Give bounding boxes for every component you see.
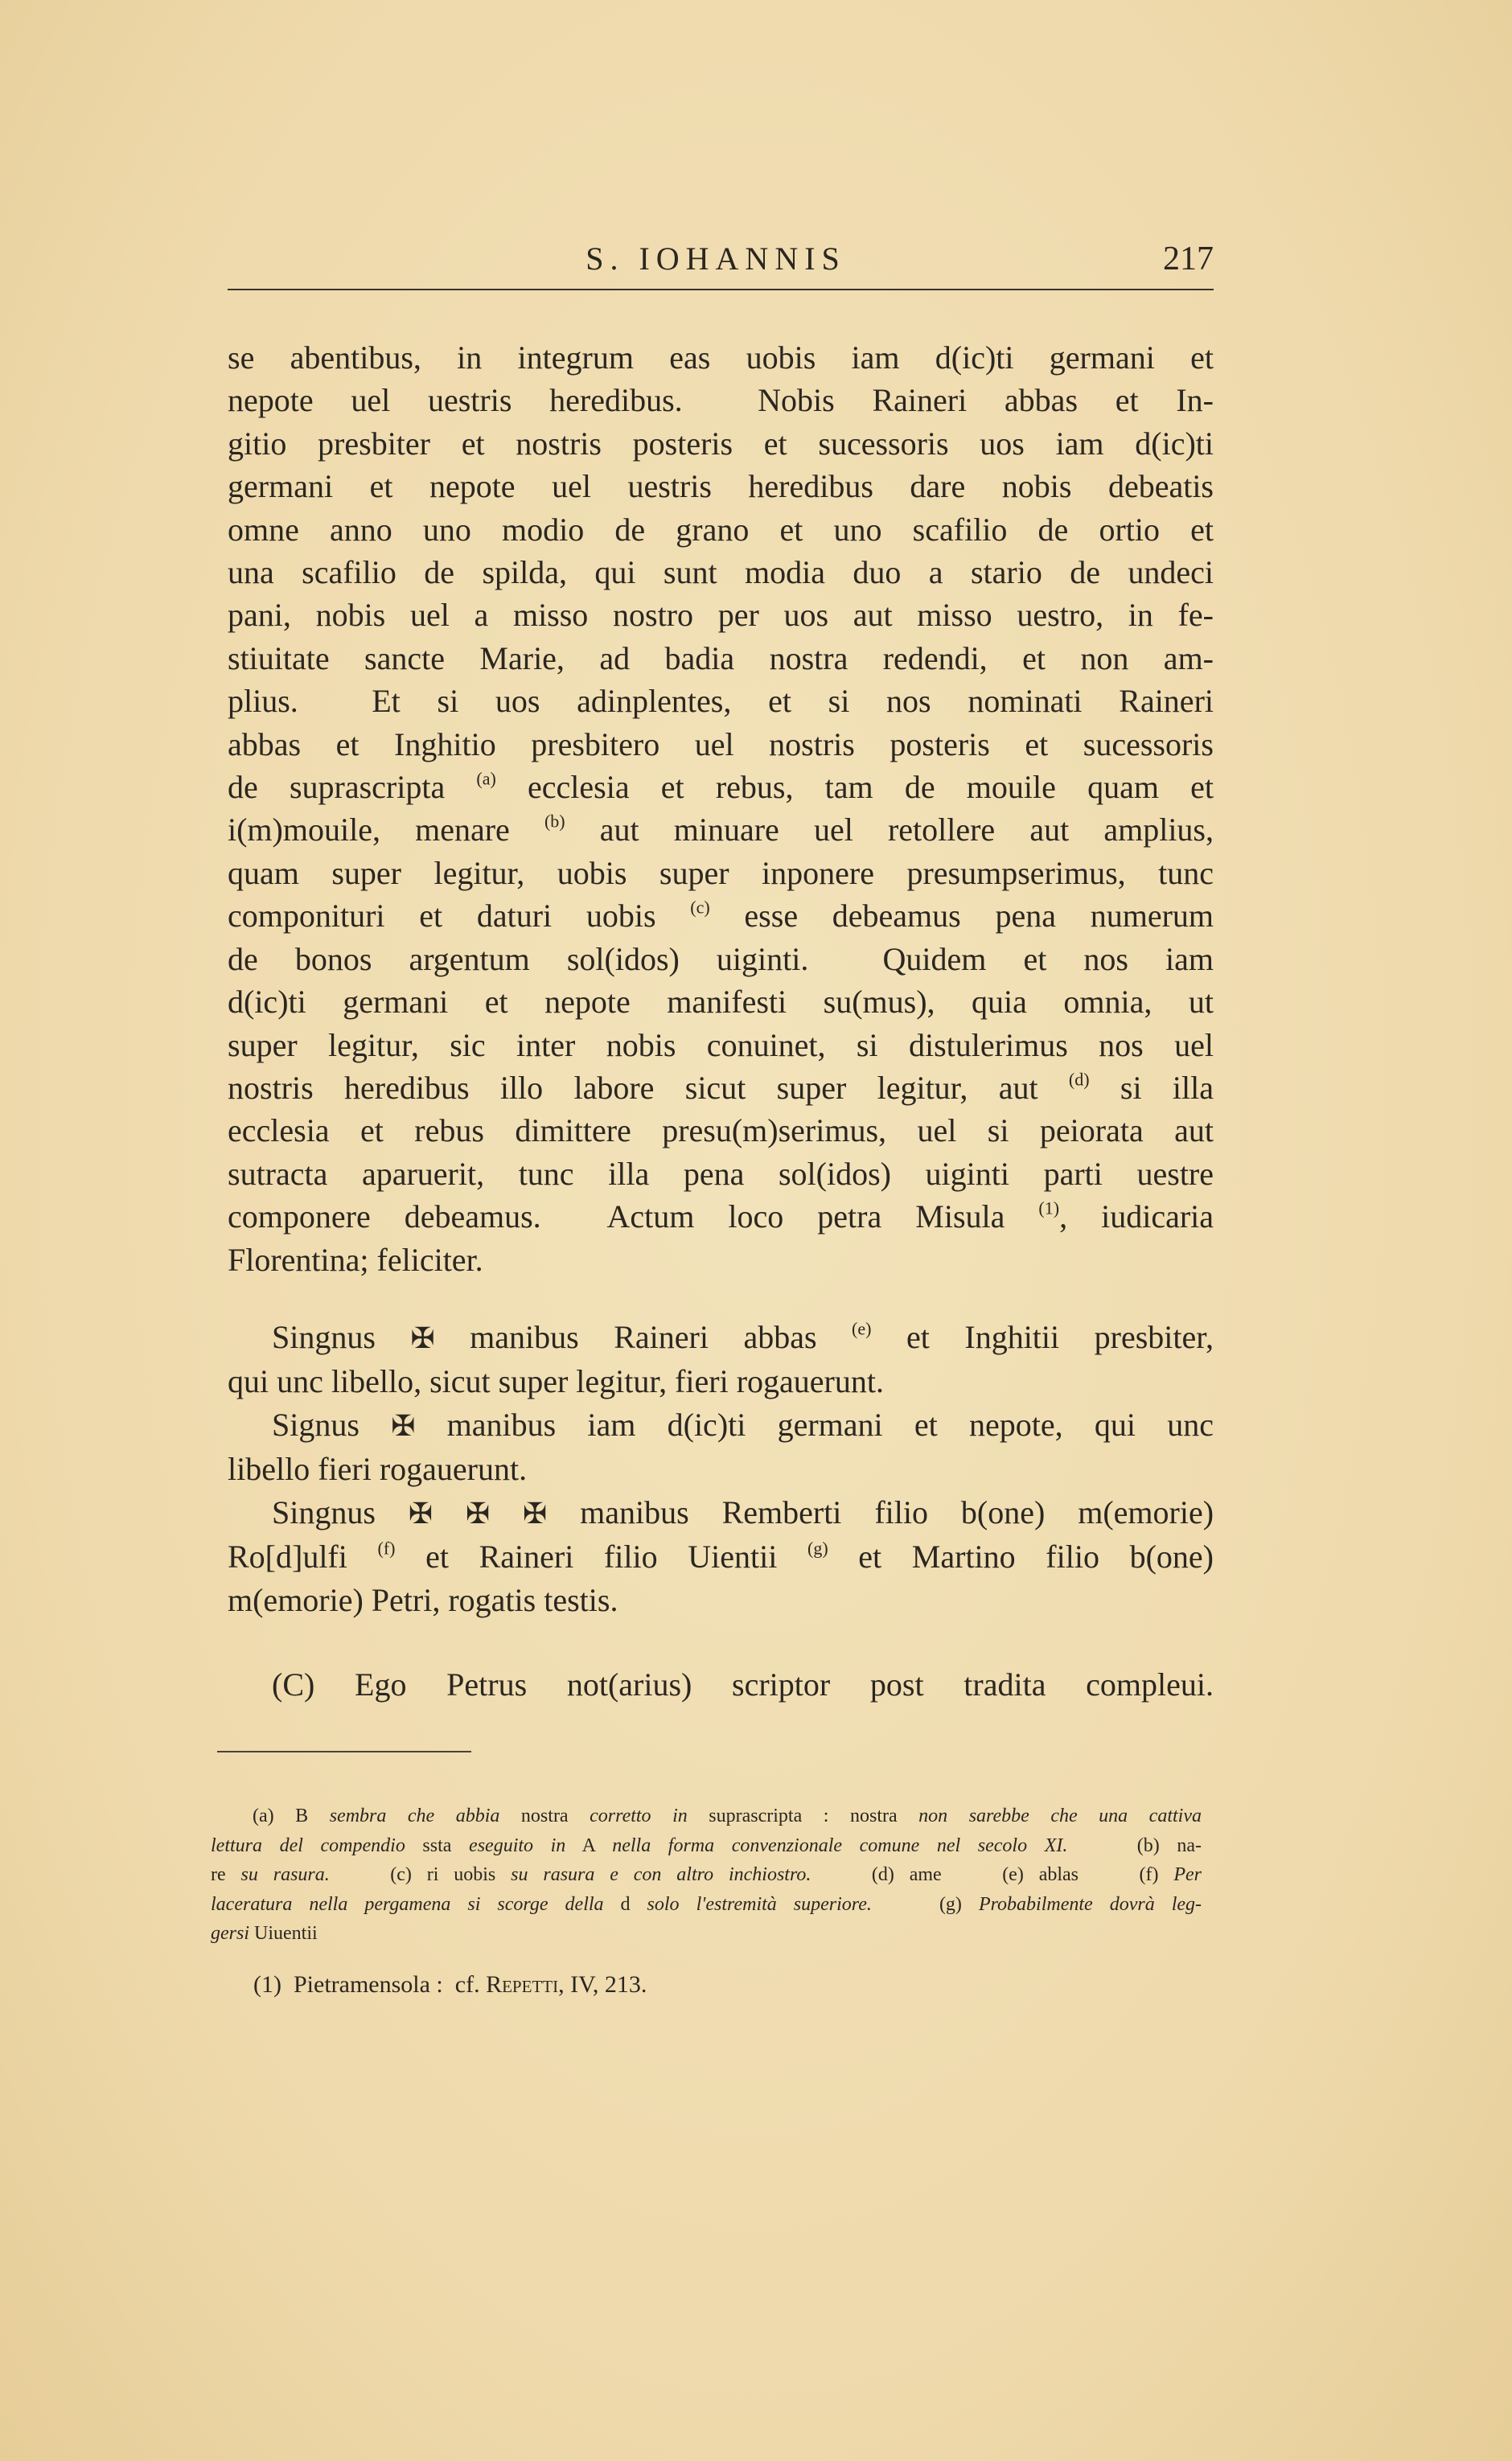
- text-run: (C) Ego Petrus not(arius) scriptor post tradita compleui.: [272, 1666, 1214, 1703]
- signatures-line: [228, 1535, 1214, 1579]
- italic-text: nella forma convenzionale comune nel secolo XI.: [612, 1834, 1068, 1856]
- signatures-line: [228, 1316, 1214, 1360]
- text-run: ecclesia et rebus dimittere presu(m)serimus, uel si peiorata aut: [228, 1112, 1214, 1149]
- text-run: manibus Raineri abbas: [434, 1319, 853, 1355]
- text-run: esse debeamus pena numerum: [709, 898, 1214, 935]
- text-run: componere debeamus. Actum loco petra Misula: [228, 1198, 1039, 1235]
- body-line: [228, 1109, 1214, 1152]
- text-run: (d) ame (e) ablas (f): [811, 1864, 1174, 1885]
- note-place: Pietramensola :: [293, 1971, 443, 1998]
- text-run: pani, nobis uel a misso nostro per uos aut misso uestro, in fe-: [228, 597, 1214, 634]
- text-run: se abentibus, in integrum eas uobis iam d(ic)ti germani et: [228, 339, 1214, 376]
- closing-line: [228, 1663, 1214, 1707]
- footnotes-line: [211, 1831, 1202, 1861]
- italic-text: gersi: [211, 1923, 249, 1944]
- text-run: de bonos argentum sol(idos) uiginti. Quidem et nos iam: [228, 940, 1214, 977]
- note-author: Repetti: [486, 1971, 559, 1998]
- text-run: et Raineri filio Uientii: [395, 1539, 808, 1575]
- body-line: [228, 1024, 1214, 1066]
- body-line: [228, 465, 1214, 507]
- body-line: [228, 852, 1214, 894]
- note-ref-prefix: cf.: [454, 1971, 480, 1998]
- running-head-title: S. IOHANNIS: [585, 240, 846, 277]
- italic-text: lettura del compendio: [211, 1834, 405, 1856]
- text-run: qui unc libello, sicut super legitur, fieri rogauerunt.: [228, 1363, 884, 1399]
- text-run: (c) ri uobis: [329, 1864, 512, 1885]
- footnote-marker: (e): [852, 1318, 872, 1339]
- text-run: gitio presbiter et nostris posteris et sucessoris uos iam d(ic)ti: [228, 425, 1214, 462]
- text-run: Uiuentii: [249, 1923, 318, 1944]
- body-line: [228, 1195, 1214, 1238]
- footnote-rule: [217, 1751, 471, 1752]
- text-run: m(emorie) Petri, rogatis testis.: [228, 1582, 618, 1618]
- body-line: [228, 1152, 1214, 1195]
- text-run: Ro[d]ulfi: [228, 1539, 378, 1575]
- body-line: [228, 1066, 1214, 1109]
- italic-text: sembra che abbia: [329, 1806, 500, 1826]
- text-run: , iudicaria: [1059, 1198, 1214, 1235]
- italic-text: non sarebbe che una cattiva: [918, 1806, 1202, 1826]
- signatures-line: [228, 1403, 1214, 1448]
- text-run: et Inghitii presbiter,: [871, 1319, 1214, 1355]
- italic-text: Per: [1173, 1864, 1202, 1885]
- body-line: [228, 637, 1214, 680]
- footnotes-line: [211, 1890, 1202, 1920]
- italic-text: solo l'estremità superiore.: [647, 1893, 872, 1915]
- body-line: [228, 551, 1214, 594]
- text-run: Signus: [272, 1407, 392, 1443]
- note-number: (1): [253, 1971, 281, 1998]
- text-run: nostra: [499, 1806, 590, 1826]
- signatures-line: [228, 1360, 1214, 1403]
- page-number: 217: [1163, 240, 1214, 277]
- notary-subscription: [228, 1663, 1214, 1707]
- footnote-marker: (1): [1038, 1198, 1060, 1218]
- header-rule: [228, 289, 1214, 290]
- text-run: sutracta aparuerit, tunc illa pena sol(idos) uiginti parti uestre: [228, 1155, 1214, 1192]
- text-run: plius. Et si uos adinplentes, et si nos nominati Raineri: [228, 683, 1214, 720]
- body-line: [228, 336, 1214, 379]
- italic-text: corretto in: [590, 1806, 688, 1826]
- body-line: [228, 508, 1214, 551]
- footnote-marker: (g): [807, 1538, 828, 1559]
- signatures-line: [228, 1579, 1214, 1622]
- text-run: omne anno uno modio de grano et uno scafilio de ortio et: [228, 511, 1214, 548]
- text-run: ssta: [405, 1834, 470, 1856]
- cross-sign-icon: ✠: [391, 1410, 416, 1442]
- footnote-marker: (b): [544, 811, 565, 832]
- footnote-marker: (f): [377, 1538, 396, 1559]
- text-run: si illa: [1089, 1069, 1214, 1106]
- body-line: [228, 1239, 1214, 1281]
- text-run: nepote uel uestris heredibus. Nobis Raineri abbas et In-: [228, 382, 1214, 419]
- text-run: quam super legitur, uobis super inponere presumpserimus, tunc: [228, 854, 1214, 891]
- note-ref-suffix: , IV, 213.: [558, 1971, 647, 1998]
- text-run: (g): [871, 1893, 979, 1915]
- text-run: aut minuare uel retollere aut amplius,: [565, 811, 1214, 848]
- signatures-line: [228, 1448, 1214, 1491]
- footnotes-line: [211, 1860, 1202, 1890]
- text-run: Singnus: [272, 1319, 411, 1355]
- italic-text: su rasura.: [240, 1864, 330, 1885]
- text-run: [433, 1494, 466, 1530]
- text-run: manibus iam d(ic)ti germani et nepote, qui unc: [415, 1407, 1214, 1443]
- text-run: re: [211, 1864, 241, 1885]
- text-run: d: [603, 1893, 647, 1915]
- text-run: stiuitate sancte Marie, ad badia nostra redendi, et non am-: [228, 639, 1214, 676]
- text-run: A: [565, 1834, 613, 1856]
- critical-apparatus: [211, 1802, 1202, 1949]
- historical-note: [253, 1969, 977, 2001]
- text-run: nostris heredibus illo labore sicut super legitur, aut: [228, 1069, 1069, 1106]
- text-run: d(ic)ti germani et nepote manifesti su(mus), quia omnia, ut: [228, 984, 1214, 1021]
- charter-text: [228, 336, 1214, 1281]
- text-run: de suprascripta: [228, 769, 477, 806]
- text-run: componituri et daturi uobis: [228, 898, 691, 935]
- text-run: [490, 1494, 523, 1530]
- cross-sign-icon: ✠: [523, 1498, 548, 1530]
- body-line: [228, 379, 1214, 421]
- text-run: (a) B: [253, 1806, 330, 1826]
- body-line: [228, 422, 1214, 465]
- body-line: [228, 594, 1214, 636]
- italic-text: Probabilmente dovrà leg-: [978, 1893, 1202, 1915]
- footnote-marker: (c): [690, 897, 710, 918]
- footnote-marker: (a): [476, 768, 496, 789]
- cross-sign-icon: ✠: [410, 1322, 435, 1354]
- text-run: una scafilio de spilda, qui sunt modia duo a stario de undeci: [228, 554, 1214, 591]
- cross-sign-icon: ✠: [465, 1498, 491, 1530]
- body-line: [228, 980, 1214, 1023]
- text-run: germani et nepote uel uestris heredibus dare nobis debeatis: [228, 468, 1214, 505]
- italic-text: laceratura nella pergamena si scorge della: [211, 1893, 604, 1915]
- text-run: super legitur, sic inter nobis conuinet, si distulerimus nos uel: [228, 1026, 1214, 1063]
- body-line: [228, 808, 1214, 851]
- footnote-marker: (d): [1068, 1069, 1090, 1090]
- signatures-line: [228, 1491, 1214, 1535]
- text-run: libello fieri rogauerunt.: [228, 1451, 528, 1487]
- italic-text: su rasura e con altro inchiostro.: [511, 1864, 811, 1885]
- body-line: [228, 766, 1214, 808]
- italic-text: eseguito in: [469, 1834, 566, 1856]
- text-run: et Martino filio b(one): [828, 1539, 1214, 1575]
- text-run: (b) na-: [1067, 1834, 1202, 1856]
- text-run: i(m)mouile, menare: [228, 811, 544, 848]
- text-run: ecclesia et rebus, tam de mouile quam et: [495, 769, 1214, 806]
- cross-sign-icon: ✠: [408, 1498, 433, 1530]
- signatures: [228, 1316, 1214, 1622]
- body-line: [228, 938, 1214, 980]
- body-line: [228, 680, 1214, 722]
- text-run: Singnus: [272, 1494, 409, 1530]
- footnotes-line: [211, 1919, 1202, 1949]
- text-run: suprascripta : nostra: [687, 1806, 919, 1826]
- body-line: [228, 723, 1214, 766]
- body-line: [228, 894, 1214, 937]
- text-run: manibus Remberti filio b(one) m(emorie): [547, 1494, 1214, 1530]
- footnotes-line: [211, 1802, 1202, 1831]
- text-run: Florentina; feliciter.: [228, 1241, 483, 1278]
- text-run: abbas et Inghitio presbitero uel nostris posteris et sucessoris: [228, 725, 1214, 762]
